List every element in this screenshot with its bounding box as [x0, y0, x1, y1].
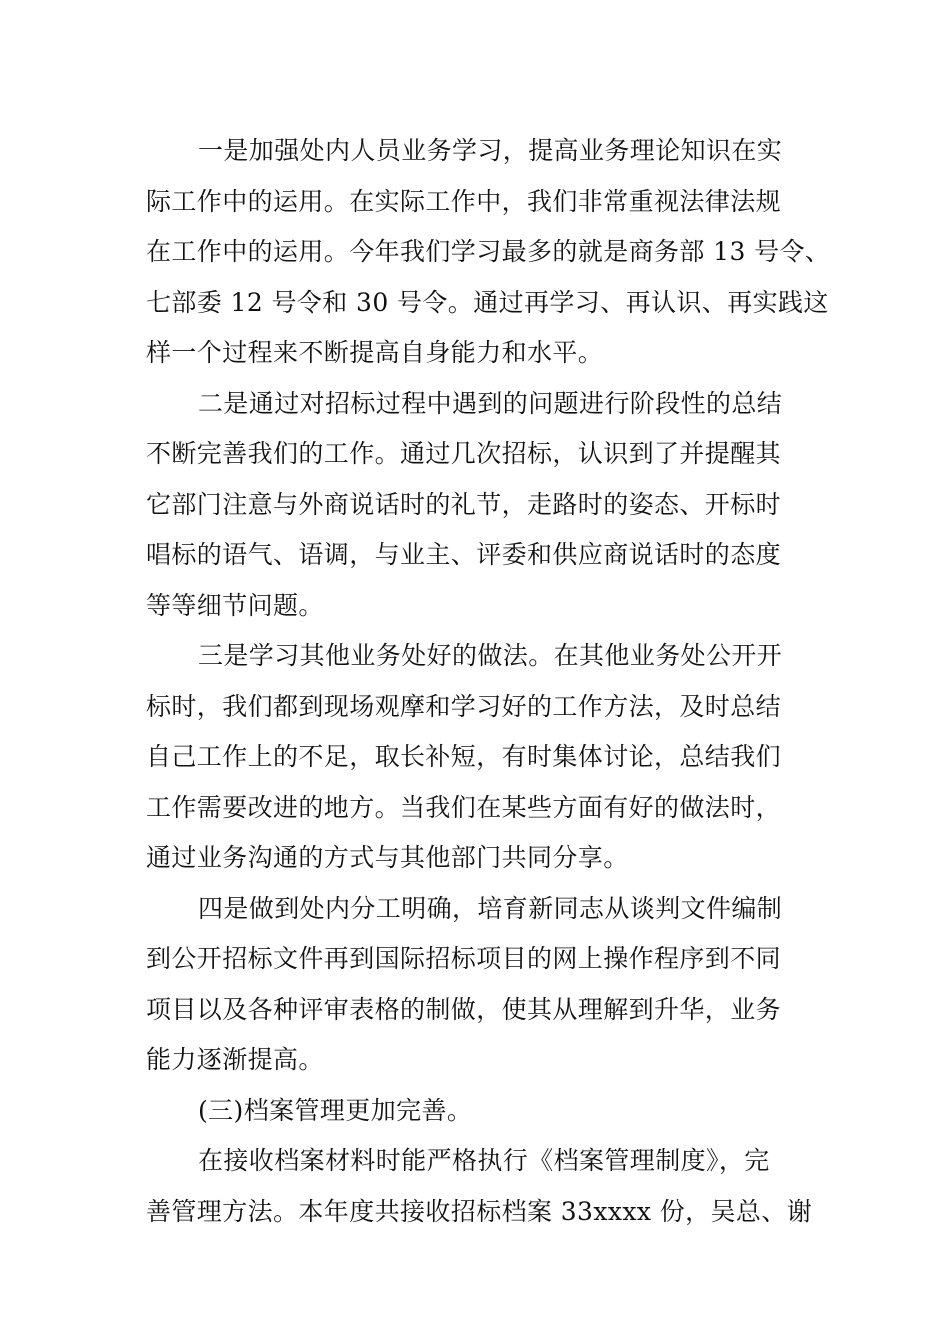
- paragraph-1-line-5: 样一个过程来不断提高自身能力和水平。: [146, 338, 604, 367]
- paragraph-1-line-4: 七部委 12 号令和 30 号令。通过再学习、再认识、再实践这: [146, 287, 829, 317]
- paragraph-1-line-1: 一是加强处内人员业务学习，提高业务理论知识在实: [198, 136, 783, 165]
- paragraph-5-line-2: 善管理方法。本年度共接收招标档案 33xxxx 份，吴总、谢: [146, 1196, 813, 1226]
- paragraph-4-line-3: 项目以及各种评审表格的制做，使其从理解到升华，业务: [146, 994, 782, 1024]
- paragraph-3-line-4: 工作需要改进的地方。当我们在某些方面有好的做法时，: [146, 792, 782, 822]
- paragraph-3-line-3: 自己工作上的不足，取长补短，有时集体讨论，总结我们: [146, 742, 782, 771]
- paragraph-3-line-5: 通过业务沟通的方式与其他部门共同分享。: [146, 843, 629, 872]
- paragraph-2-line-4: 唱标的语气、语调，与业主、评委和供应商说话时的态度: [146, 540, 782, 569]
- paragraph-2-line-2: 不断完善我们的工作。通过几次招标，认识到了并提醒其: [146, 439, 782, 468]
- paragraph-4-line-4: 能力逐渐提高。: [146, 1045, 324, 1074]
- paragraph-2-line-5: 等等细节问题。: [146, 590, 324, 620]
- paragraph-4-line-1: 四是做到处内分工明确，培育新同志从谈判文件编制: [198, 893, 783, 923]
- document-body: [146, 126, 831, 1237]
- paragraph-2-line-3: 它部门注意与外商说话时的礼节，走路时的姿态、开标时: [146, 489, 782, 519]
- paragraph-3-line-2: 标时，我们都到现场观摩和学习好的工作方法，及时总结: [146, 691, 782, 721]
- paragraph-1-line-3: 在工作中的运用。今年我们学习最多的就是商务部 13 号令、: [146, 237, 831, 266]
- paragraph-2-line-1: 二是通过对招标过程中遇到的问题进行阶段性的总结: [198, 388, 783, 418]
- paragraph-4-line-2: 到公开招标文件再到国际招标项目的网上操作程序到不同: [146, 944, 782, 973]
- paragraph-5-line-1: 在接收档案材料时能严格执行《档案管理制度》，完: [198, 1146, 770, 1175]
- paragraph-1-line-2: 际工作中的运用。在实际工作中，我们非常重视法律法规: [146, 186, 782, 216]
- section-heading-archives: (三)档案管理更加完善。: [198, 1095, 473, 1125]
- paragraph-3-line-1: 三是学习其他业务处好的做法。在其他业务处公开开: [198, 641, 783, 670]
